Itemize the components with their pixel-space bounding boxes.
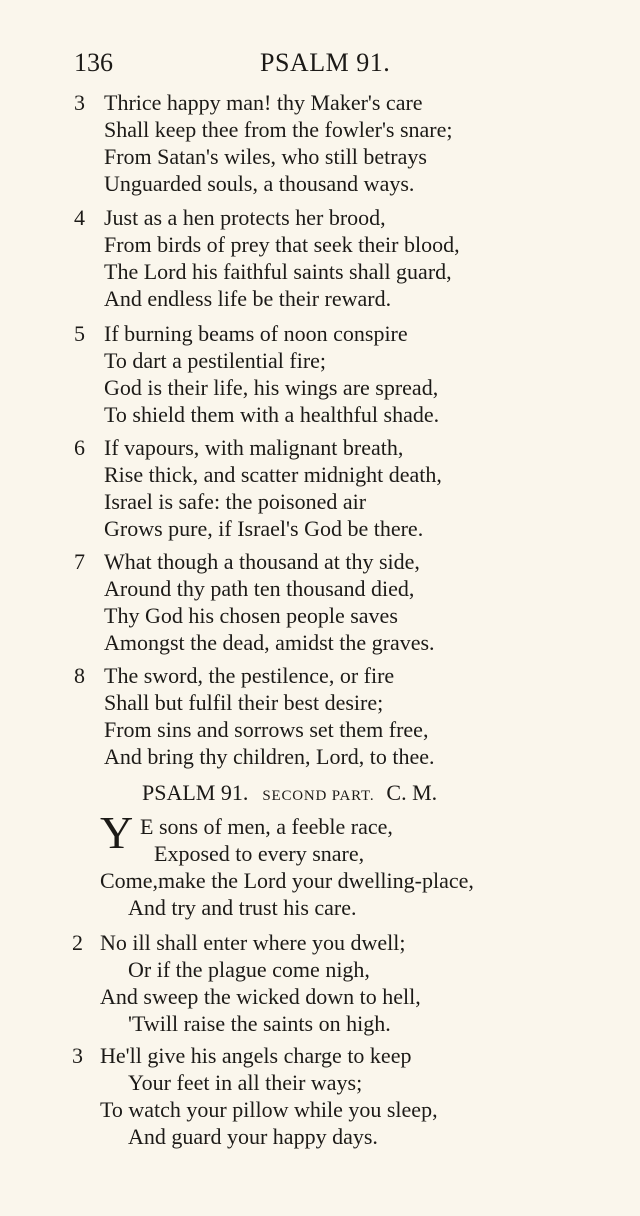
- verse-line: Come,make the Lord your dwelling-place,: [100, 868, 474, 893]
- verse-line: 'Twill raise the saints on high.: [128, 1011, 391, 1036]
- section-heading: [142, 780, 437, 806]
- verse-line: The sword, the pestilence, or fire: [104, 663, 395, 688]
- verse-line: Your feet in all their ways;: [128, 1070, 363, 1095]
- verse-line: And guard your happy days.: [128, 1124, 378, 1149]
- verse-line: What though a thousand at thy side,: [104, 549, 420, 574]
- verse-line: And sweep the wicked down to hell,: [100, 984, 421, 1009]
- verse-line: And endless life be their reward.: [104, 286, 392, 311]
- stanza-number: 3: [72, 1043, 83, 1068]
- verse-line: And try and trust his care.: [128, 895, 357, 920]
- stanza-number: 5: [74, 321, 85, 346]
- verse-line: And bring thy children, Lord, to thee.: [104, 744, 435, 769]
- drop-cap: Y: [100, 807, 134, 858]
- verse-line: Exposed to every snare,: [154, 841, 365, 866]
- verse-line: Shall but fulfil their best desire;: [104, 690, 384, 715]
- verse-line: Grows pure, if Israel's God be there.: [104, 516, 424, 541]
- verse-line: Unguarded souls, a thousand ways.: [104, 171, 415, 196]
- stanza-number: 3: [74, 90, 85, 115]
- verse-line: If burning beams of noon conspire: [104, 321, 408, 346]
- verse-line: Thrice happy man! thy Maker's care: [104, 90, 423, 115]
- verse-line: From sins and sorrows set them free,: [104, 717, 429, 742]
- stanza-number: 7: [74, 549, 85, 574]
- section-title: PSALM 91.: [142, 780, 249, 805]
- running-title: PSALM 91.: [260, 48, 391, 77]
- verse-line: To shield them with a healthful shade.: [104, 402, 440, 427]
- verse-line: E sons of men, a feeble race,: [140, 814, 393, 839]
- stanza-number: 8: [74, 663, 85, 688]
- verse-line: Rise thick, and scatter midnight death,: [104, 462, 442, 487]
- verse-line: God is their life, his wings are spread,: [104, 375, 439, 400]
- page-header: [74, 48, 404, 82]
- verse-line: To watch your pillow while you sleep,: [100, 1097, 438, 1122]
- verse-line: No ill shall enter where you dwell;: [100, 930, 406, 955]
- stanza-number: 2: [72, 930, 83, 955]
- verse-line: If vapours, with malignant breath,: [104, 435, 404, 460]
- verse-line: The Lord his faithful saints shall guard,: [104, 259, 452, 284]
- verse-line: Around thy path ten thousand died,: [104, 576, 415, 601]
- verse-line: Or if the plague come nigh,: [128, 957, 370, 982]
- verse-line: He'll give his angels charge to keep: [100, 1043, 412, 1068]
- section-subtitle: SECOND PART.: [262, 788, 375, 804]
- page-number: 136: [74, 48, 113, 77]
- verse-line: From Satan's wiles, who still betrays: [104, 144, 427, 169]
- stanza-number: 4: [74, 205, 85, 230]
- verse-line: Amongst the dead, amidst the graves.: [104, 630, 435, 655]
- verse-line: Israel is safe: the poisoned air: [104, 489, 367, 514]
- verse-line: Thy God his chosen people saves: [104, 603, 398, 628]
- section-meter: C. M.: [386, 780, 438, 805]
- stanza-number: 6: [74, 435, 85, 460]
- verse-line: Shall keep thee from the fowler's snare;: [104, 117, 453, 142]
- verse-line: Just as a hen protects her brood,: [104, 205, 386, 230]
- verse-line: To dart a pestilential fire;: [104, 348, 327, 373]
- verse-line: From birds of prey that seek their blood,: [104, 232, 460, 257]
